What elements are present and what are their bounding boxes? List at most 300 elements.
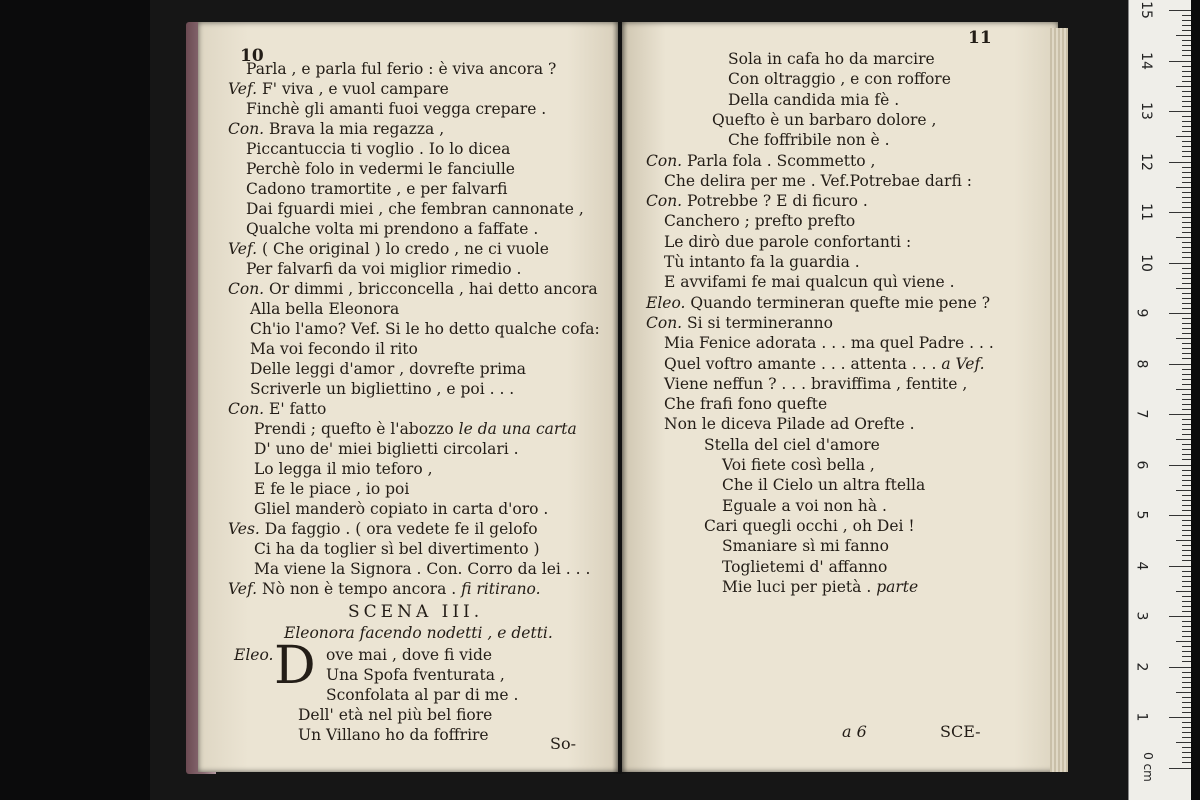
ruler-tick xyxy=(1182,50,1191,51)
verse-text: Ma voi fecondo il rito xyxy=(250,340,418,358)
ruler-tick xyxy=(1169,263,1191,264)
ruler-tick xyxy=(1182,470,1191,471)
verse-line: Dell' età nel più bel fiore xyxy=(298,706,493,724)
ruler-tick xyxy=(1176,136,1191,137)
verse-text: D' uno de' miei biglietti circolari . xyxy=(254,440,519,458)
ruler-tick xyxy=(1182,348,1191,349)
ruler-tick xyxy=(1169,667,1191,668)
stage-direction: parte xyxy=(876,578,919,596)
verse-text: Le dirò due parole confortanti : xyxy=(664,233,912,251)
text-line xyxy=(246,260,521,278)
ruler-tick xyxy=(1182,71,1191,72)
ruler-number: 4 xyxy=(1133,561,1150,570)
ruler-tick xyxy=(1182,101,1191,102)
page-fore-edge xyxy=(1050,28,1068,772)
text-line xyxy=(646,294,990,312)
ruler-tick xyxy=(1182,485,1191,486)
left-page xyxy=(198,22,618,772)
ruler-tick xyxy=(1182,712,1191,713)
ruler-tick xyxy=(1182,677,1191,678)
ruler-tick xyxy=(1182,752,1191,753)
verse-text: Gliel manderò copiato in carta d'oro . xyxy=(254,500,549,518)
verse-text: Cari quegli occhi , oh Dei ! xyxy=(704,517,915,535)
ruler-number: 6 xyxy=(1133,460,1150,469)
verse-text: Tù intanto fa la guardia . xyxy=(664,253,860,271)
speaker-label: Con. xyxy=(646,152,683,170)
ruler-tick xyxy=(1182,66,1191,67)
verse-text: Parla , e parla ful ferio : è viva ancora ? xyxy=(246,60,557,78)
text-line xyxy=(250,300,399,318)
ruler-tick xyxy=(1182,727,1191,728)
ruler-tick xyxy=(1182,298,1191,299)
verse-line: ove mai , dove fi vide xyxy=(326,646,493,664)
ruler-number: 12 xyxy=(1137,152,1154,171)
ruler-tick xyxy=(1182,611,1191,612)
text-line xyxy=(254,460,433,478)
verse-text: Che frafi fono quefte xyxy=(664,395,828,413)
ruler-tick xyxy=(1176,591,1191,592)
ruler-tick xyxy=(1176,692,1191,693)
verse-text: Ci ha da toglier sì bel divertimento ) xyxy=(254,540,540,558)
text-line xyxy=(646,192,868,210)
ruler-tick xyxy=(1182,106,1191,107)
ruler-tick xyxy=(1182,399,1191,400)
ruler-tick xyxy=(1182,424,1191,425)
ruler-tick xyxy=(1182,293,1191,294)
ruler-tick xyxy=(1182,323,1191,324)
ruler-tick xyxy=(1182,25,1191,26)
ruler-tick xyxy=(1182,278,1191,279)
text-line xyxy=(664,233,911,251)
verse-text: F' viva , e vuol campare xyxy=(262,80,449,98)
text-line xyxy=(664,395,827,413)
text-line xyxy=(712,111,936,129)
ruler-number: 11 xyxy=(1137,203,1154,221)
verse-text: Cadono tramortite , e per falvarfi xyxy=(246,180,508,198)
page-number: 10 xyxy=(240,46,264,66)
verse-line: Una Spofa fventurata , xyxy=(326,666,505,684)
ruler-tick xyxy=(1182,242,1191,243)
ruler-tick xyxy=(1182,707,1191,708)
scene-heading: SCENA III. xyxy=(348,602,484,622)
text-line xyxy=(228,400,326,418)
ruler-tick xyxy=(1182,651,1191,652)
verse-text: Canchero ; prefto prefto xyxy=(664,212,856,230)
ruler-tick xyxy=(1182,177,1191,178)
verse-text: E' fatto xyxy=(269,400,327,418)
text-line xyxy=(246,60,556,78)
ruler-tick xyxy=(1182,273,1191,274)
ruler-tick xyxy=(1182,576,1191,577)
ruler-tick xyxy=(1182,343,1191,344)
text-line xyxy=(722,456,875,474)
text-line xyxy=(664,273,955,291)
text-line xyxy=(254,420,577,438)
ruler-tick xyxy=(1169,313,1191,314)
ruler-tick xyxy=(1182,328,1191,329)
text-line xyxy=(246,100,546,118)
ruler-tick xyxy=(1182,217,1191,218)
catchword: SCE- xyxy=(940,722,981,741)
ruler-tick xyxy=(1182,15,1191,16)
ruler-tick xyxy=(1182,449,1191,450)
ruler-tick xyxy=(1182,687,1191,688)
ruler-tick xyxy=(1182,167,1191,168)
verse-text: Che il Cielo un altra ftella xyxy=(722,476,926,494)
text-line xyxy=(646,314,833,332)
ruler-tick xyxy=(1182,40,1191,41)
ruler-tick xyxy=(1176,35,1191,36)
ruler-unit-label: 0 cm xyxy=(1140,752,1155,782)
ruler-tick xyxy=(1176,187,1191,188)
verse-text: Eguale a voi non hà . xyxy=(722,497,887,515)
ruler-tick xyxy=(1182,76,1191,77)
stage-direction: le da una carta xyxy=(458,420,577,438)
ruler-tick xyxy=(1182,601,1191,602)
verse-text: Viene neffun ? . . . braviffima , fentite , xyxy=(664,375,968,393)
text-line xyxy=(664,375,967,393)
right-page xyxy=(622,22,1058,772)
text-line xyxy=(254,440,519,458)
ruler-tick xyxy=(1182,379,1191,380)
ruler-tick xyxy=(1182,606,1191,607)
ruler-tick xyxy=(1176,540,1191,541)
drop-cap-initial: D xyxy=(274,636,316,696)
verse-text: Prendi ; quefto è l'abozzo xyxy=(254,420,454,438)
ruler-tick xyxy=(1182,45,1191,46)
verse-text: Brava la mia regazza , xyxy=(269,120,445,138)
text-line xyxy=(246,200,584,218)
ruler-tick xyxy=(1182,525,1191,526)
ruler-tick xyxy=(1182,732,1191,733)
ruler-tick xyxy=(1169,465,1191,466)
verse-text: ( Che original ) lo credo , ne ci vuole xyxy=(262,240,549,258)
ruler-tick xyxy=(1182,131,1191,132)
ruler-tick xyxy=(1182,419,1191,420)
ruler-tick xyxy=(1182,126,1191,127)
stage-direction: fi ritirano. xyxy=(461,580,541,598)
verse-text: Quel voftro amante . . . attenta . . . xyxy=(664,355,937,373)
verse-text: Ch'io l'amo? Vef. Si le ho detto qualche cofa: xyxy=(250,320,600,338)
ruler-tick xyxy=(1182,268,1191,269)
ruler-tick xyxy=(1182,222,1191,223)
ruler-tick xyxy=(1182,581,1191,582)
ruler-tick xyxy=(1182,369,1191,370)
verse-text: Qualche volta mi prendono a faffate . xyxy=(246,220,539,238)
ruler-tick xyxy=(1182,656,1191,657)
ruler-tick xyxy=(1182,682,1191,683)
scene-direction: Eleonora facendo nodetti , e detti. xyxy=(284,624,553,642)
text-line xyxy=(646,152,875,170)
verse-text: Che delira per me . Vef.Potrebae darfi : xyxy=(664,172,972,190)
ruler-tick xyxy=(1182,480,1191,481)
verse-text: Nò non è tempo ancora . xyxy=(262,580,457,598)
ruler-tick xyxy=(1182,571,1191,572)
text-line xyxy=(250,360,526,378)
text-line xyxy=(704,436,880,454)
text-line xyxy=(664,253,860,271)
verse-text: Delle leggi d'amor , dovrefte prima xyxy=(250,360,527,378)
text-line xyxy=(250,340,418,358)
ruler-tick xyxy=(1182,636,1191,637)
text-line xyxy=(228,520,538,538)
text-line xyxy=(704,517,915,535)
verse-text: Sola in cafa ho da marcire xyxy=(728,50,935,68)
verse-text: Si si termineranno xyxy=(687,314,833,332)
verse-text: Per falvarfi da voi miglior rimedio . xyxy=(246,260,522,278)
ruler-number: 9 xyxy=(1133,308,1150,318)
ruler-tick xyxy=(1182,495,1191,496)
ruler-tick xyxy=(1182,672,1191,673)
speaker-label: Con. xyxy=(228,400,265,418)
signature-mark: a 6 xyxy=(842,722,867,741)
ruler-tick xyxy=(1169,111,1191,112)
ruler-tick xyxy=(1182,197,1191,198)
ruler-tick xyxy=(1176,490,1191,491)
ruler-tick xyxy=(1169,566,1191,567)
ruler-tick xyxy=(1176,641,1191,642)
ruler-tick xyxy=(1182,626,1191,627)
verse-text: Alla bella Eleonora xyxy=(250,300,400,318)
verse-text: Con oltraggio , e con roffore xyxy=(728,70,951,88)
ruler-tick xyxy=(1182,459,1191,460)
speaker-label: Con. xyxy=(646,314,683,332)
ruler-tick xyxy=(1182,646,1191,647)
text-line xyxy=(254,480,409,498)
ruler-tick xyxy=(1182,283,1191,284)
verse-text: E fe le piace , io poi xyxy=(254,480,410,498)
ruler-tick xyxy=(1182,737,1191,738)
ruler-tick xyxy=(1169,61,1191,62)
ruler-tick xyxy=(1182,358,1191,359)
ruler-tick xyxy=(1182,505,1191,506)
ruler-tick xyxy=(1182,182,1191,183)
ruler-tick xyxy=(1169,717,1191,718)
verse-text: Lo legga il mio teforo , xyxy=(254,460,433,478)
text-line xyxy=(722,476,925,494)
text-line xyxy=(228,240,549,258)
ruler-tick xyxy=(1176,86,1191,87)
text-line xyxy=(664,355,985,373)
ruler-tick xyxy=(1182,333,1191,334)
page-number: 11 xyxy=(968,28,992,48)
text-line xyxy=(664,334,994,352)
ruler-tick xyxy=(1182,762,1191,763)
verse-text: Smaniare sì mi fanno xyxy=(722,537,889,555)
verse-text: E avvifami fe mai qualcun quì viene . xyxy=(664,273,955,291)
verse-text: Or dimmi , bricconcella , hai detto ancora xyxy=(269,280,598,298)
ruler-tick xyxy=(1169,616,1191,617)
text-line xyxy=(664,415,915,433)
ruler-tick xyxy=(1182,91,1191,92)
text-line xyxy=(246,140,510,158)
stage-direction: a Vef. xyxy=(941,355,985,373)
ruler-number: 1 xyxy=(1133,712,1150,722)
verse-line: Un Villano ho da foffrire xyxy=(298,726,489,744)
text-line xyxy=(254,500,548,518)
speaker-label: Vef. xyxy=(228,580,258,598)
ruler-tick xyxy=(1182,257,1191,258)
ruler-number: 13 xyxy=(1137,102,1154,120)
ruler-tick xyxy=(1182,20,1191,21)
ruler-tick xyxy=(1182,353,1191,354)
ruler-tick xyxy=(1182,384,1191,385)
ruler-tick xyxy=(1182,702,1191,703)
verse-text: Da faggio . ( ora vedete fe il gelofo xyxy=(264,520,538,538)
speaker-label: Eleo. xyxy=(234,646,274,664)
ruler-tick xyxy=(1182,202,1191,203)
speaker-label: Con. xyxy=(646,192,683,210)
ruler-tick xyxy=(1182,550,1191,551)
ruler-tick xyxy=(1182,429,1191,430)
ruler-tick xyxy=(1182,596,1191,597)
ruler-tick xyxy=(1182,151,1191,152)
ruler-tick xyxy=(1182,586,1191,587)
verse-text: Toglietemi d' affanno xyxy=(722,558,888,576)
text-line xyxy=(250,320,600,338)
text-line xyxy=(254,540,540,558)
text-line xyxy=(246,220,538,238)
ruler-tick xyxy=(1182,454,1191,455)
text-line xyxy=(722,497,887,515)
ruler-tick xyxy=(1182,172,1191,173)
ruler-tick xyxy=(1182,146,1191,147)
ruler-tick xyxy=(1176,237,1191,238)
verse-text: Ma viene la Signora . Con. Corro da lei . . . xyxy=(254,560,591,578)
verse-text: Quefto è un barbaro dolore , xyxy=(712,111,937,129)
verse-text: Dai fguardi miei , che fembran cannonate , xyxy=(246,200,584,218)
ruler-tick xyxy=(1182,722,1191,723)
verse-text: Non le diceva Pilade ad Orefte . xyxy=(664,415,915,433)
speaker-label: Ves. xyxy=(228,520,260,538)
book-gutter xyxy=(612,22,628,774)
text-line xyxy=(246,180,508,198)
verse-text: Parla fola . Scommetto , xyxy=(687,152,876,170)
text-line xyxy=(722,558,887,576)
ruler-number: 14 xyxy=(1137,51,1154,70)
ruler-tick xyxy=(1182,535,1191,536)
ruler-tick xyxy=(1182,374,1191,375)
text-line xyxy=(722,537,889,555)
ruler-tick xyxy=(1182,192,1191,193)
verse-text: Perchè folo in vedermi le fanciulle xyxy=(246,160,515,178)
text-line xyxy=(728,91,899,109)
ruler-tick xyxy=(1182,247,1191,248)
ruler-tick xyxy=(1182,394,1191,395)
ruler-tick xyxy=(1169,768,1191,769)
ruler-tick xyxy=(1176,338,1191,339)
ruler-number: 3 xyxy=(1133,611,1150,621)
ruler-tick xyxy=(1182,500,1191,501)
text-line xyxy=(228,120,444,138)
speaker-label: Vef. xyxy=(228,240,258,258)
ruler-tick xyxy=(1169,10,1191,11)
catchword: So- xyxy=(550,734,576,753)
verse-text: Finchè gli amanti fuoi vegga crepare . xyxy=(246,100,547,118)
text-line xyxy=(728,70,951,88)
verse-text: Mia Fenice adorata . . . ma quel Padre . . . xyxy=(664,334,994,352)
ruler-tick xyxy=(1182,318,1191,319)
ruler-tick xyxy=(1182,81,1191,82)
ruler-tick xyxy=(1182,661,1191,662)
verse-line: Sconfolata al par di me . xyxy=(326,686,519,704)
ruler-tick xyxy=(1182,207,1191,208)
verse-text: Quando termineran quefte mie pene ? xyxy=(690,294,991,312)
ruler-number: 15 xyxy=(1137,1,1154,19)
ruler-number: 2 xyxy=(1133,662,1150,671)
ruler-tick xyxy=(1182,747,1191,748)
verse-text: Voi fiete così bella , xyxy=(722,456,875,474)
ruler-number: 8 xyxy=(1133,359,1150,368)
measuring-ruler xyxy=(1128,0,1191,800)
ruler-tick xyxy=(1182,434,1191,435)
text-line xyxy=(722,578,918,596)
speaker-label: Con. xyxy=(228,120,265,138)
text-line xyxy=(254,560,590,578)
ruler-tick xyxy=(1176,288,1191,289)
ruler-tick xyxy=(1182,510,1191,511)
verse-text: Stella del ciel d'amore xyxy=(704,436,880,454)
text-line xyxy=(664,172,972,190)
ruler-tick xyxy=(1169,515,1191,516)
ruler-tick xyxy=(1182,621,1191,622)
ruler-tick xyxy=(1182,520,1191,521)
text-line xyxy=(250,380,514,398)
ruler-tick xyxy=(1176,439,1191,440)
ruler-tick xyxy=(1182,141,1191,142)
speaker-label: Vef. xyxy=(228,80,258,98)
verse-text: Scriverle un bigliettino , e poi . . . xyxy=(250,380,515,398)
ruler-tick xyxy=(1182,308,1191,309)
ruler-tick xyxy=(1182,232,1191,233)
text-line xyxy=(228,580,541,598)
verse-text: Della candida mia fè . xyxy=(728,91,900,109)
verse-text: Mie luci per pietà . xyxy=(722,578,872,596)
ruler-tick xyxy=(1182,555,1191,556)
ruler-tick xyxy=(1182,475,1191,476)
ruler-tick xyxy=(1176,389,1191,390)
ruler-tick xyxy=(1182,530,1191,531)
ruler-tick xyxy=(1182,303,1191,304)
text-line xyxy=(664,212,855,230)
ruler-tick xyxy=(1182,404,1191,405)
ruler-tick xyxy=(1182,560,1191,561)
ruler-tick xyxy=(1169,364,1191,365)
ruler-tick xyxy=(1182,545,1191,546)
ruler-tick xyxy=(1182,409,1191,410)
ruler-tick xyxy=(1169,212,1191,213)
ruler-tick xyxy=(1182,121,1191,122)
verse-text: Potrebbe ? E di ficuro . xyxy=(687,192,868,210)
text-line xyxy=(228,80,449,98)
ruler-tick xyxy=(1182,55,1191,56)
ruler-number: 5 xyxy=(1133,510,1150,520)
ruler-tick xyxy=(1182,30,1191,31)
ruler-tick xyxy=(1182,252,1191,253)
ruler-tick xyxy=(1182,697,1191,698)
text-line xyxy=(728,50,935,68)
ruler-tick xyxy=(1182,227,1191,228)
ruler-tick xyxy=(1182,116,1191,117)
verse-text: Piccantuccia ti voglio . Io lo dicea xyxy=(246,140,511,158)
speaker-label: Con. xyxy=(228,280,265,298)
text-line xyxy=(246,160,515,178)
verse-text: Che foffribile non è . xyxy=(728,131,890,149)
ruler-tick xyxy=(1176,742,1191,743)
speaker-label: Eleo. xyxy=(646,294,686,312)
ruler-tick xyxy=(1169,162,1191,163)
ruler-tick xyxy=(1182,757,1191,758)
